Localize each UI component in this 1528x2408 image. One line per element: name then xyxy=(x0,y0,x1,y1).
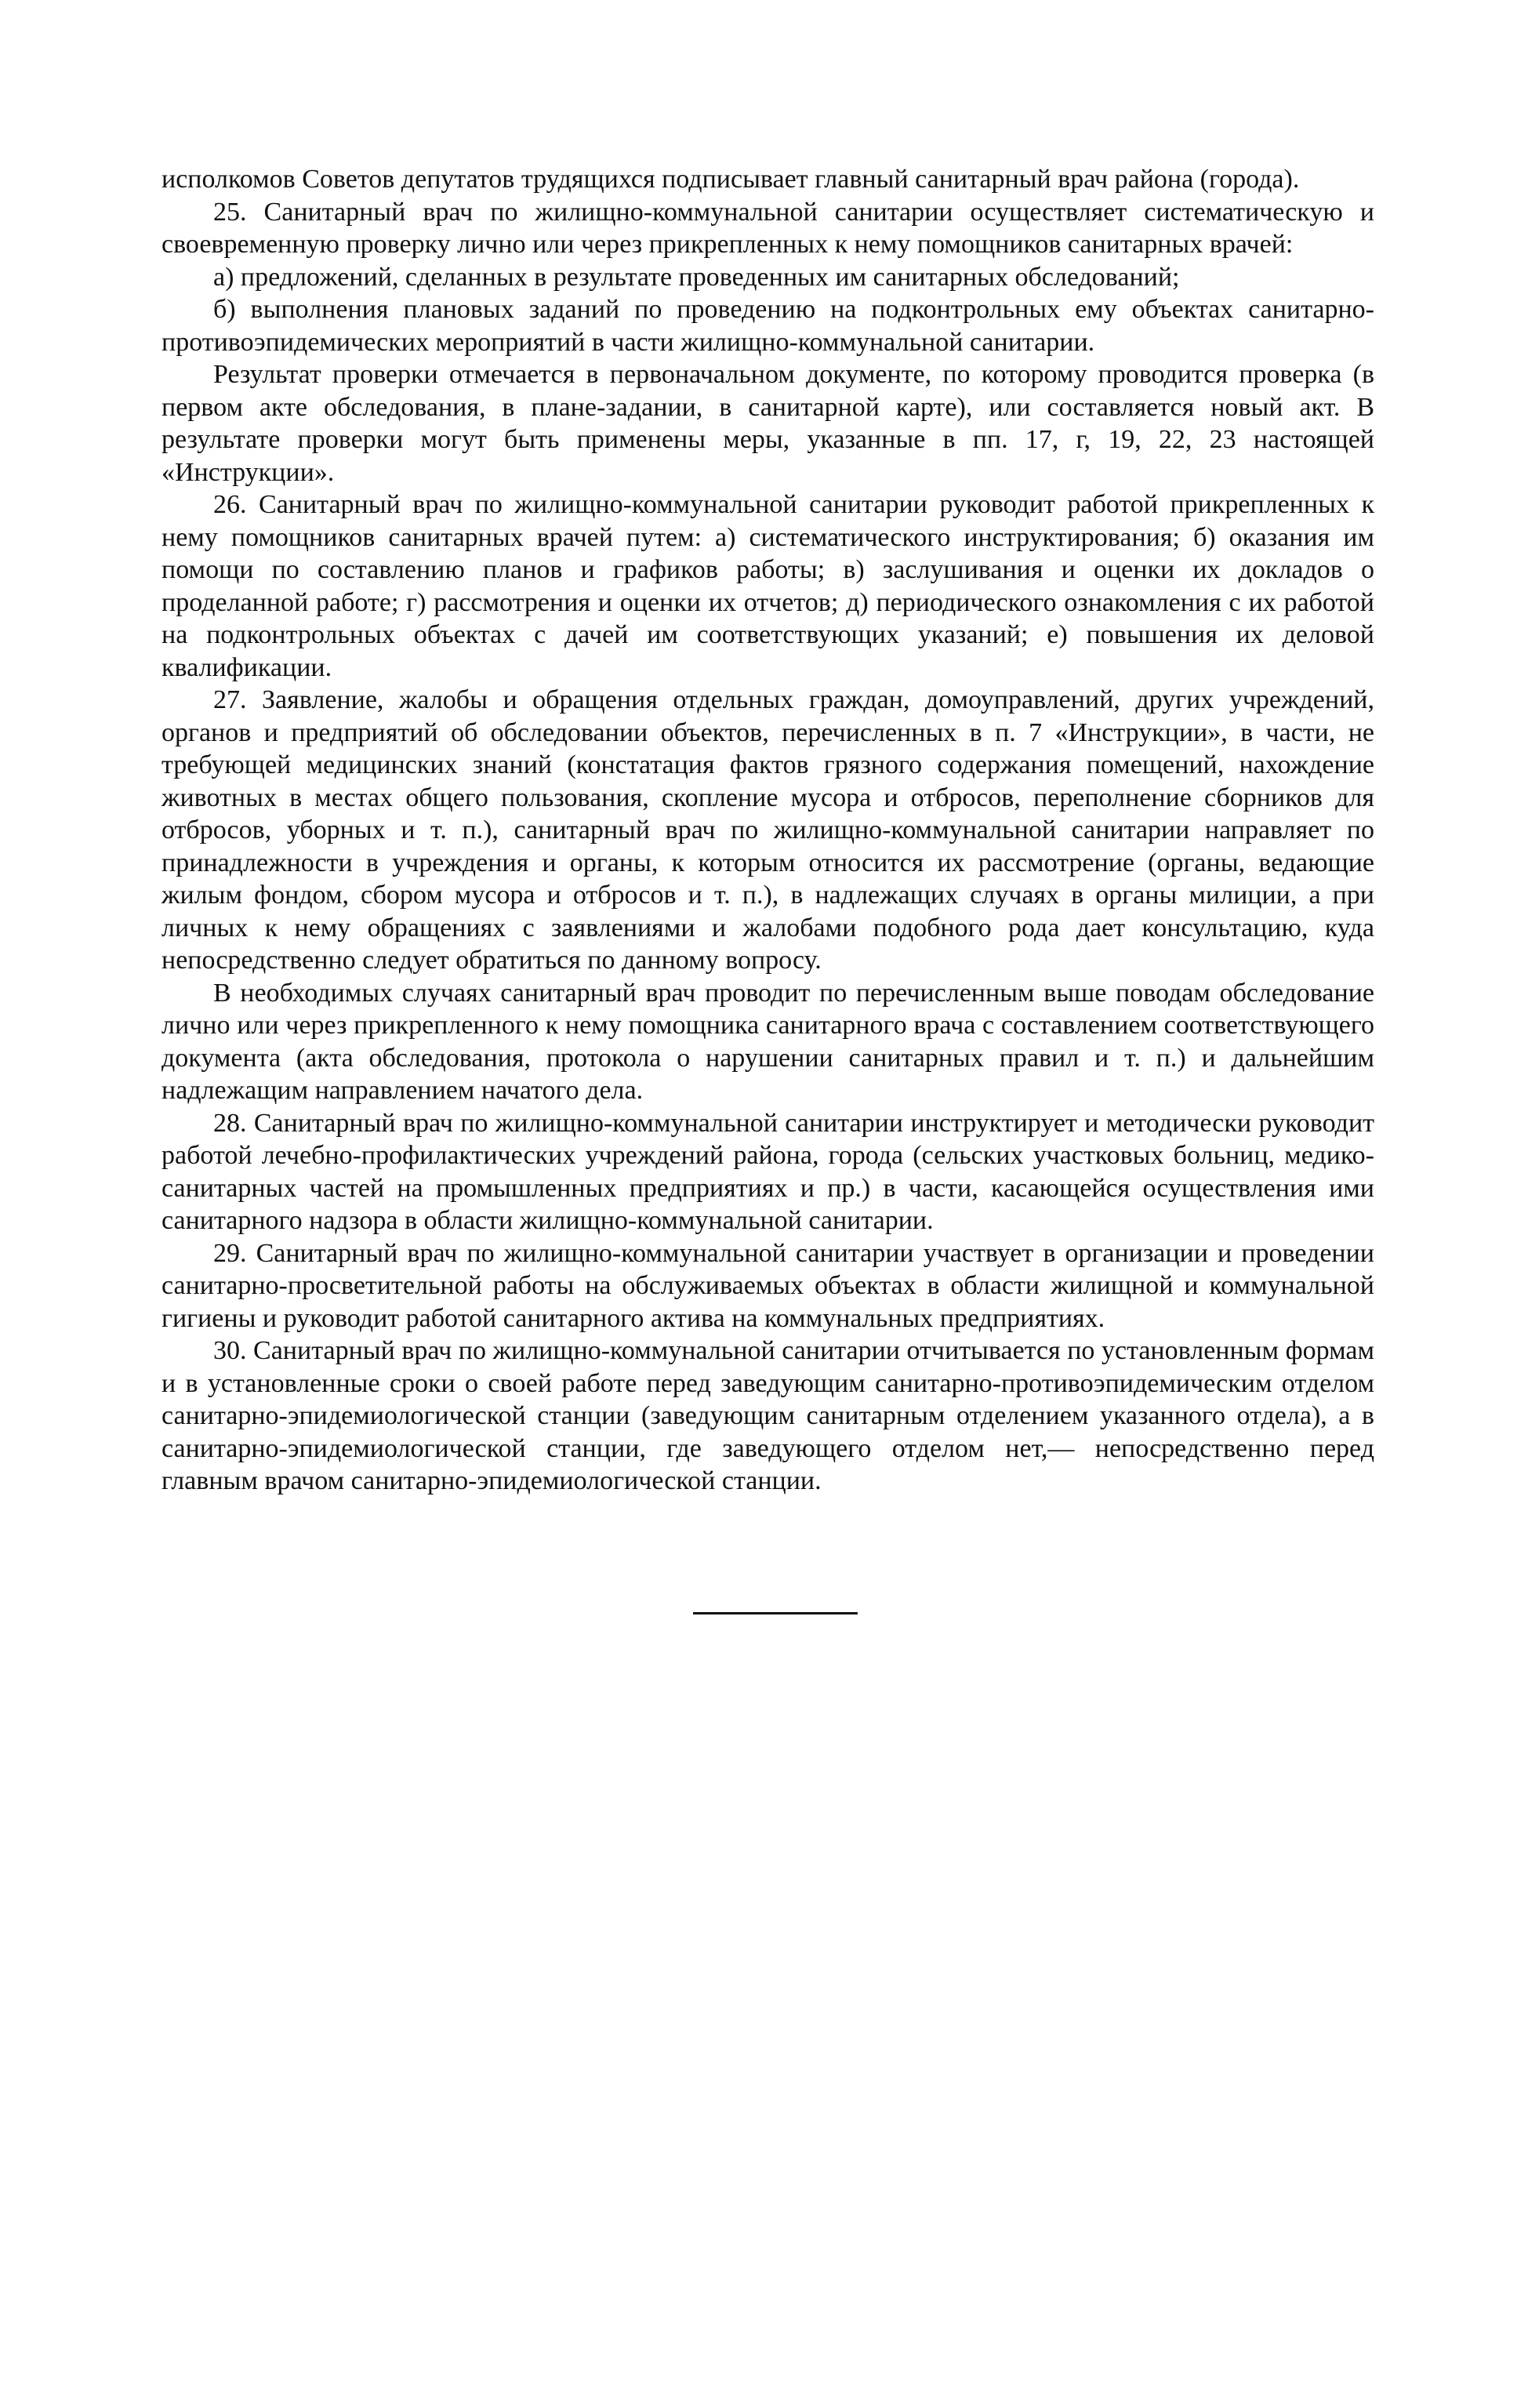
paragraph-27-continued: В необходимых случаях санитарный врач проводит по перечисленным выше поводам обследование лично или через прикрепленного к нему помощника санитарного врача с составлением соответствующего документа (акта обследования, протокола о нарушении санитарных правил и т. п.) и дальнейшим надлежащим направлением начатого дела. xyxy=(162,978,1374,1105)
end-divider-line xyxy=(693,1612,858,1614)
paragraph-25-result: Результат проверки отмечается в первоначальном документе, по которому проводится проверка (в первом акте обследования, в плане-задании, в санитарной карте), или составляется новый акт. В результате проверки могут быть применены меры, указанные в пп. 17, г, 19, 22, 23 настоящей «Инструкции». xyxy=(162,360,1374,487)
paragraph-29: 29. Санитарный врач по жилищно-коммунальной санитарии участвует в организации и проведении санитарно-просветительной работы на обслуживаемых объектах в области жилищной и коммунальной гигиены и руководит работой санитарного актива на коммунальных предприятиях. xyxy=(162,1238,1374,1333)
paragraph-25: 25. Санитарный врач по жилищно-коммунальной санитарии осуществляет систематическую и своевременную проверку лично или через прикрепленных к нему помощников санитарных врачей: xyxy=(162,197,1374,259)
paragraph-intro: исполкомов Советов депутатов трудящихся подписывает главный санитарный врач района (города). xyxy=(162,165,1300,194)
paragraph-27: 27. Заявление, жалобы и обращения отдельных граждан, домоуправлений, других учреждений, органов и предприятий об обследовании объектов, перечисленных в п. 7 «Инструкции», в части, не требующей медицинских знаний (констатация фактов грязного содержания помещений, нахождение животных в местах общего пользования, скопление мусора и отбросов, переполнение сборников для отбросов, уборных и т. п.), санитарный врач по жилищно-коммунальной санитарии направляет по принадлежности в учреждения и органы, к которым относится их рассмотрение (органы, ведающие жилым фондом, сбором мусора и отбросов и т. п.), в надлежащих случаях в органы милиции, а при личных к нему обращениях с заявлениями и жалобами подобного рода дает консультацию, куда непосредственно следует обратиться по данному вопросу. xyxy=(162,685,1374,975)
paragraph-28: 28. Санитарный врач по жилищно-коммунальной санитарии инструктирует и методически руководит работой лечебно-профилактических учреждений района, города (сельских участковых больниц, медико-санитарных частей на промышленных предприятиях и пр.) в части, касающейся осуществления ими санитарного надзора в области жилищно-коммунальной санитарии. xyxy=(162,1108,1374,1235)
paragraph-25-b: б) выполнения плановых заданий по проведению на подконтрольных ему объектах санитарно-противоэпидемических мероприятий в части жилищно-коммунальной санитарии. xyxy=(162,295,1374,357)
paragraph-30: 30. Санитарный врач по жилищно-коммунальной санитарии отчитывается по установленным формам и в установленные сроки о своей работе перед заведующим санитарно-противоэпидемическим отделом санитарно-эпидемиологической станции (заведующим санитарным отделением указанного отдела), а в санитарно-эпидемиологической станции, где заведующего отделом нет,— непосредственно перед главным врачом санитарно-эпидемиологической станции. xyxy=(162,1336,1374,1495)
paragraph-26: 26. Санитарный врач по жилищно-коммунальной санитарии руководит работой прикрепленных к нему помощников санитарных врачей путем: а) систематического инструктирования; б) оказания им помощи по составлению планов и графиков работы; в) заслушивания и оценки их докладов о проделанной работе; г) рассмотрения и оценки их отчетов; д) периодического ознакомления с их работой на подконтрольных объектах с дачей им соответствующих указаний; е) повышения их деловой квалификации. xyxy=(162,490,1374,682)
paragraph-25-a: а) предложений, сделанных в результате проведенных им санитарных обследований; xyxy=(213,262,1180,292)
document-body xyxy=(162,163,1374,1498)
